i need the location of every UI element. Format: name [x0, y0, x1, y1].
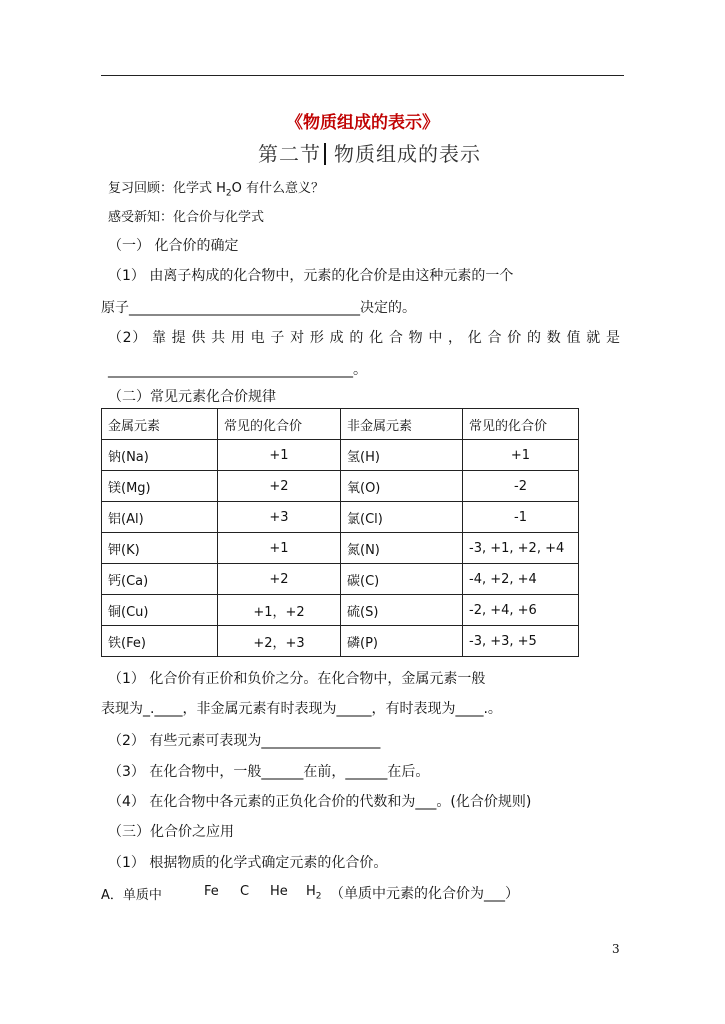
- table-cell: +1: [218, 440, 341, 471]
- formula-c: C: [240, 884, 250, 899]
- table-header-cell: 非金属元素: [341, 409, 463, 440]
- section1-item2-line2: ___________________________________。: [108, 362, 367, 378]
- table-cell: 氯(Cl): [341, 502, 463, 533]
- table-cell: +2: [218, 471, 341, 502]
- section1-item1-line2: 原子_________________________________决定的。: [101, 300, 416, 316]
- table-row: [102, 626, 579, 657]
- table-cell: -1: [463, 502, 579, 533]
- table-header-row: [102, 409, 579, 440]
- table-cell: -3, +1, +2, +4: [463, 533, 579, 564]
- rule1-line2: 表现为_.____，非金属元素有时表现为_____，有时表现为____.。: [101, 701, 502, 717]
- table-cell: 铜(Cu): [102, 595, 218, 626]
- rule1-line1: （1） 化合价有正价和负价之分。在化合物中，金属元素一般: [108, 671, 486, 687]
- table-row: [102, 595, 579, 626]
- table-cell: 钾(K): [102, 533, 218, 564]
- formula-h2-main: H: [306, 884, 316, 899]
- table-cell: 磷(P): [341, 626, 463, 657]
- subtitle-part1: 第二节: [258, 142, 321, 166]
- section3-item1: （1） 根据物质的化学式确定元素的化合价。: [108, 855, 388, 871]
- table-cell: +1: [463, 440, 579, 471]
- table-cell: 氮(N): [341, 533, 463, 564]
- cursor-bar: [324, 143, 326, 165]
- table-row: [102, 533, 579, 564]
- table-row: [102, 502, 579, 533]
- table-cell: 钠(Na): [102, 440, 218, 471]
- table-row: [102, 471, 579, 502]
- table-cell: 硫(S): [341, 595, 463, 626]
- table-cell: -2, +4, +6: [463, 595, 579, 626]
- formula-fe: Fe: [204, 884, 219, 899]
- table-row: [102, 440, 579, 471]
- header-rule: [101, 75, 624, 76]
- formula-h2-subscript: 2: [315, 891, 322, 902]
- table-cell: +1: [218, 533, 341, 564]
- rule3: （3） 在化合物中，一般______在前，______在后。: [108, 764, 430, 780]
- section2-heading: （二）常见元素化合价规律: [108, 389, 276, 405]
- table-row: [102, 564, 579, 595]
- section1-item2-line1: （2） 靠 提 供 共 用 电 子 对 形 成 的 化 合 物 中 ， 化 合 价 的 数 值 就 是: [108, 330, 620, 346]
- table-cell: -3, +3, +5: [463, 626, 579, 657]
- table-cell: 碳(C): [341, 564, 463, 595]
- table-cell: +2，+3: [218, 626, 341, 657]
- section-subtitle: [258, 138, 481, 167]
- item-a-label: A．单质中: [101, 888, 162, 903]
- table-header-cell: 金属元素: [102, 409, 218, 440]
- rule2: （2） 有些元素可表现为_________________: [108, 733, 381, 749]
- table-cell: 氧(O): [341, 471, 463, 502]
- subtitle-part2: 物质组成的表示: [334, 142, 481, 166]
- table-cell: +2: [218, 564, 341, 595]
- valence-table: [101, 408, 579, 657]
- rule4: （4） 在化合物中各元素的正负化合价的代数和为___。(化合价规则): [108, 794, 532, 810]
- section1-item1-line1: （1） 由离子构成的化合物中，元素的化合价是由这种元素的一个: [108, 268, 514, 284]
- table-cell: -2: [463, 471, 579, 502]
- table-cell: +3: [218, 502, 341, 533]
- table-cell: 铝(Al): [102, 502, 218, 533]
- table-header-cell: 常见的化合价: [463, 409, 579, 440]
- section3-heading: （三）化合价之应用: [108, 824, 234, 840]
- table-cell: 钙(Ca): [102, 564, 218, 595]
- table-cell: 氢(H): [341, 440, 463, 471]
- item-a-note: （单质中元素的化合价为___）: [330, 886, 519, 902]
- formula-he: He: [270, 884, 288, 899]
- table-cell: -4, +2, +4: [463, 564, 579, 595]
- review-prefix: 复习回顾：化学式 H: [108, 181, 226, 196]
- review-subscript: 2: [225, 188, 232, 199]
- new-knowledge: 感受新知：化合价与化学式: [108, 210, 265, 225]
- review-question: [108, 177, 324, 199]
- table-cell: +1，+2: [218, 595, 341, 626]
- formula-h2: [306, 884, 322, 902]
- page-number: 3: [612, 942, 620, 956]
- table-cell: 铁(Fe): [102, 626, 218, 657]
- table-cell: 镁(Mg): [102, 471, 218, 502]
- section1-heading: （一） 化合价的确定: [108, 238, 239, 254]
- table-header-cell: 常见的化合价: [218, 409, 341, 440]
- page-title: 《物质组成的表示》: [286, 113, 439, 133]
- review-suffix: O 有什么意义？: [231, 181, 325, 196]
